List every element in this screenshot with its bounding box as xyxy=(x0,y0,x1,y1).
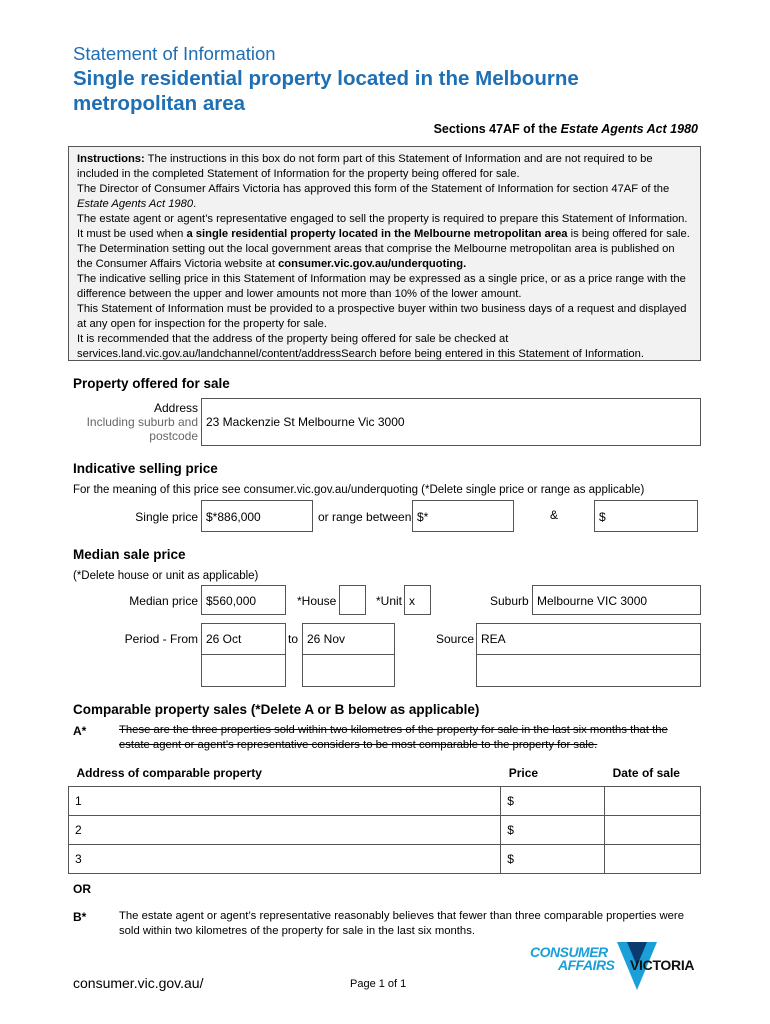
period-to-label: to xyxy=(288,632,299,646)
instructions-p2-end: . xyxy=(193,198,197,210)
single-price-field[interactable]: $*886,000 xyxy=(201,500,313,532)
comparable-table-header xyxy=(69,763,701,787)
comparable-price-cell[interactable]: $ xyxy=(501,845,605,874)
period-from-field[interactable]: 26 Oct xyxy=(201,623,286,687)
sections-act: Estate Agents Act 1980 xyxy=(560,122,698,136)
median-note: (*Delete house or unit as applicable) xyxy=(73,570,259,582)
comparable-heading: Comparable property sales (*Delete A or B below as applicable) xyxy=(73,702,480,717)
comparable-address-cell[interactable]: 3 xyxy=(69,845,501,874)
instructions-p6: It is recommended that the address of the property being offered for sale be checked at services.land.vic.gov.au/landchannel/content/addressSearch before being entered in this Statement of Information. xyxy=(77,333,644,360)
comparable-price-cell[interactable]: $ xyxy=(501,816,605,845)
range-high-field[interactable]: $ xyxy=(594,500,698,532)
logo-text-consumer: CONSUMER xyxy=(530,944,608,960)
suburb-label: Suburb xyxy=(490,594,529,608)
address-sublabel-2: postcode xyxy=(149,429,198,443)
form-subtitle xyxy=(73,66,579,116)
sections-prefix: Sections 47AF of the xyxy=(433,122,561,136)
instructions-p5: This Statement of Information must be provided to a prospective buyer within two business days of a request and displayed at any open for inspection for the property for sale. xyxy=(77,303,687,330)
instructions-p2-act: Estate Agents Act 1980 xyxy=(77,198,194,210)
median-heading: Median sale price xyxy=(73,547,186,562)
address-label-block xyxy=(70,401,198,443)
indicative-note: For the meaning of this price see consumer.vic.gov.au/underquoting (*Delete single price or range as applicable) xyxy=(73,484,645,496)
comparable-price-cell[interactable]: $ xyxy=(501,787,605,816)
or-label: OR xyxy=(73,882,91,896)
source-field[interactable]: REA xyxy=(476,623,701,687)
source-divider xyxy=(476,654,701,655)
range-ampersand: & xyxy=(550,508,559,522)
instructions-p3-b: is being offered for sale. The Determination setting out the local government areas that comprise the Melbourne metropolitan area is published on the Consumer Affairs Victoria website at xyxy=(77,228,690,270)
instructions-p3 xyxy=(77,212,692,272)
range-low-field[interactable]: $* xyxy=(412,500,514,532)
period-from-divider xyxy=(201,654,286,655)
instructions-p3-bold: a single residential property located in the Melbourne metropolitan area xyxy=(186,228,568,240)
comparable-address-cell[interactable]: 1 xyxy=(69,787,501,816)
instructions-p2-text: The Director of Consumer Affairs Victoria has approved this form of the Statement of Information for section 47AF of the xyxy=(77,183,670,195)
col-date-header: Date of sale xyxy=(612,766,680,780)
unit-label: *Unit xyxy=(376,594,403,608)
instructions-label: Instructions: xyxy=(77,153,145,165)
option-b-label: B* xyxy=(73,910,87,924)
instructions-p1-text: The instructions in this box do not form part of this Statement of Information and are not required to be included in the completed Statement of Information for the property being offered for sale. xyxy=(77,153,653,180)
option-a-text: These are the three properties sold within two kilometres of the property for sale in the last six months that the estate agent or agent’s representative considers to be most comparable to the property for sale. xyxy=(119,724,668,751)
median-price-field[interactable]: $560,000 xyxy=(201,585,286,615)
house-label: *House xyxy=(297,594,337,608)
suburb-field[interactable]: Melbourne VIC 3000 xyxy=(532,585,701,615)
comparable-date-cell[interactable] xyxy=(605,787,701,816)
comparable-address-cell[interactable]: 2 xyxy=(69,816,501,845)
property-heading: Property offered for sale xyxy=(73,376,230,391)
table-row xyxy=(69,816,701,845)
address-label: Address xyxy=(153,401,198,415)
col-address-header: Address of comparable property xyxy=(76,766,262,780)
unit-field[interactable]: x xyxy=(404,585,431,615)
indicative-heading: Indicative selling price xyxy=(73,461,218,476)
instructions-p3-a: The estate agent or agent’s representative engaged to sell the property is required to prepare this Statement of Information. It must be used when xyxy=(77,213,688,240)
sections-reference xyxy=(434,122,698,136)
form-title: Statement of Information xyxy=(73,43,276,64)
table-row xyxy=(69,845,701,874)
consumer-affairs-victoria-logo xyxy=(528,940,704,992)
comparable-date-cell[interactable] xyxy=(605,845,701,874)
comparable-date-cell[interactable] xyxy=(605,816,701,845)
col-price-header: Price xyxy=(508,766,539,780)
form-subtitle-line2: metropolitan area xyxy=(73,92,246,115)
option-b-text: The estate agent or agent’s representative reasonably believes that fewer than three comparable properties were sold within two kilometres of the property for sale in the last six months. xyxy=(119,910,684,937)
instructions-p4: The indicative selling price in this Statement of Information may be expressed as a single price, or as a price range with the difference between the upper and lower amounts not more than 10% of the lower amount. xyxy=(77,273,686,300)
footer-website[interactable]: consumer.vic.gov.au/ xyxy=(73,975,204,991)
option-a-label: A* xyxy=(73,724,87,738)
form-subtitle-line1: Single residential property located in the Melbourne xyxy=(73,67,579,90)
logo-text-affairs: AFFAIRS xyxy=(558,957,615,973)
period-to-field[interactable]: 26 Nov xyxy=(302,623,395,687)
table-row xyxy=(69,787,701,816)
range-label: or range between xyxy=(318,510,412,524)
house-field[interactable] xyxy=(339,585,366,615)
instructions-p1 xyxy=(77,152,692,182)
page-number: Page 1 of 1 xyxy=(350,978,407,990)
period-from-label: Period - From xyxy=(124,632,198,646)
comparable-table xyxy=(68,763,701,874)
address-sublabel-1: Including suburb and xyxy=(86,415,198,429)
instructions-box xyxy=(68,146,701,361)
address-field[interactable]: 23 Mackenzie St Melbourne Vic 3000 xyxy=(201,398,701,446)
source-label: Source xyxy=(436,632,475,646)
instructions-p2 xyxy=(77,182,692,212)
single-price-label: Single price xyxy=(135,510,198,524)
median-price-label: Median price xyxy=(129,594,198,608)
period-to-divider xyxy=(302,654,395,655)
logo-text-victoria: VICTORIA xyxy=(630,957,695,973)
underquoting-link[interactable]: consumer.vic.gov.au/underquoting. xyxy=(278,258,467,270)
